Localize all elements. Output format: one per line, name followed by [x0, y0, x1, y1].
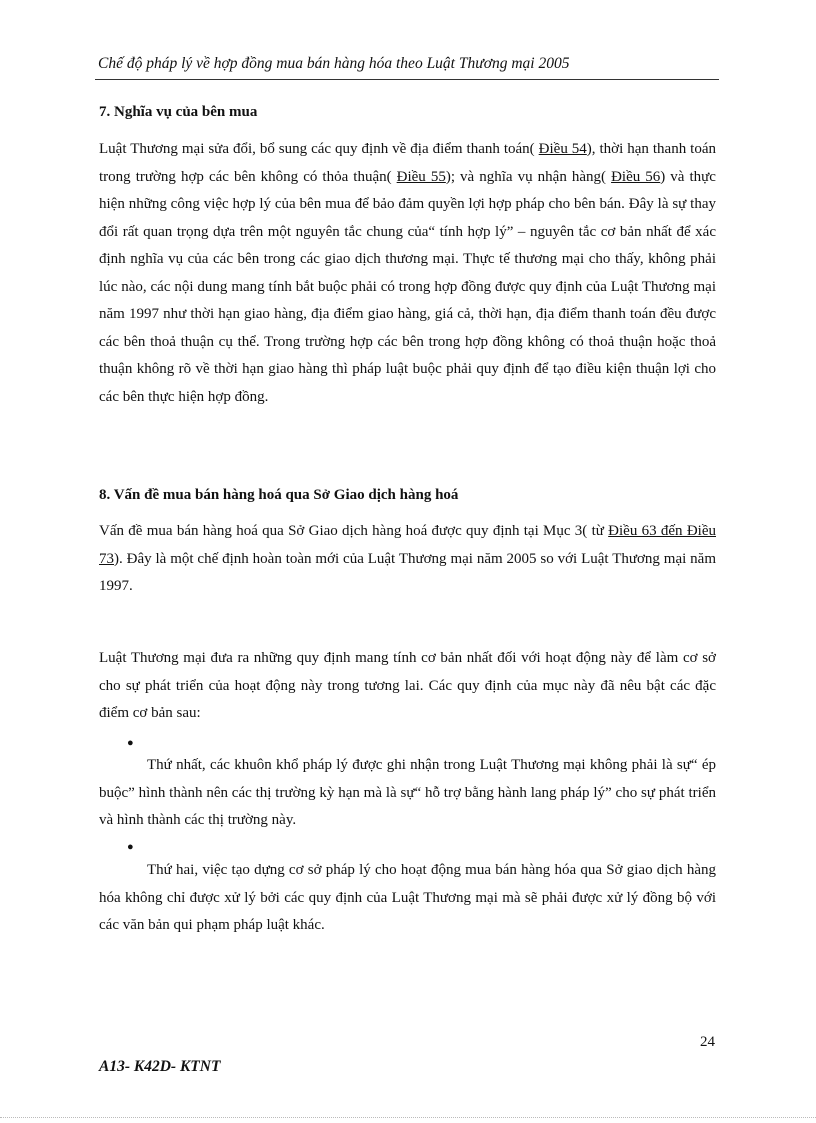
bullet-item-1: Thứ nhất, các khuôn khổ pháp lý được ghi nhận trong Luật Thương mại không phải là sự“ ép buộc” hình thành nên các thị trường kỳ hạn mà là sự“ hỗ trợ bằng hành lang pháp lý” cho sự phát triển và hình thành các thị trường này.	[99, 757, 716, 828]
section-8-heading: 8. Vấn đề mua bán hàng hoá qua Sở Giao dịch hàng hoá	[99, 487, 459, 503]
page-bottom-border	[0, 1117, 816, 1118]
article-55-link[interactable]: Điều 55	[396, 168, 446, 185]
text-run: ); và nghĩa vụ nhận hàng(	[445, 168, 612, 185]
section-8-paragraph-2: Luật Thương mại đưa ra những quy định mang tính cơ bản nhất đối với hoạt động này để làm cơ sở cho sự phát triển của hoạt động này trong tương lai. Các quy định của mục này đã nêu bật các đặc điểm cơ bản sau:	[99, 650, 716, 721]
text-run: ) và thực hiện những công việc hợp lý của bên mua để bảo đảm quyền lợi hợp pháp cho bên bán. Đây là sự thay đổi rất quan trọng dựa trên một nguyên tắc chung của“ tính hợp lý” – nguyên tắc cơ bản nhất để xác định nghĩa vụ của các bên trong các giao dịch thương mại. Thực tế thương mại cho thấy, không phải lúc nào, các nội dung mang tính bắt buộc phải có trong hợp đồng được quy định của Luật Thương mại năm 1997 như thời hạn giao hàng, địa điểm giao hàng, giá cả, thời hạn, địa điểm thanh toán đều được các bên thoả thuận cụ thể. Trong trường hợp các bên trong hợp đồng không có thoả thuận hoặc thoả thuận không rõ về thời hạn giao hàng thì pháp luật buộc phải quy định để tạo điều kiện thuận lợi cho các bên thực hiện hợp đồng.	[99, 168, 716, 405]
article-63-73-link[interactable]: Điều 63 đến Điều 73	[99, 523, 716, 567]
article-54-link[interactable]: Điều 54	[538, 141, 587, 157]
text-run: Vấn đề mua bán hàng hoá qua Sở Giao dịch hàng hoá được quy định tại Mục 3( từ	[99, 523, 609, 539]
text-run: ). Đây là một chế định hoàn toàn mới của Luật Thương mại năm 2005 so với Luật Thương mại năm 1997.	[99, 550, 716, 594]
bullet-dot: ●	[127, 737, 134, 749]
bullet-dot: ●	[127, 841, 134, 853]
footer-class-code: A13- K42D- KTNT	[99, 1058, 221, 1075]
text-run: ), thời hạn thanh toán trong trường hợp các bên không có thỏa thuận(	[99, 141, 717, 185]
article-56-link[interactable]: Điều 56	[611, 168, 661, 185]
bullet-item-2: Thứ hai, việc tạo dựng cơ sở pháp lý cho hoạt động mua bán hàng hóa qua Sở giao dịch hàng hóa không chỉ được xử lý bởi các quy định của Luật Thương mại mà sẽ phải được xử lý đồng bộ với các văn bản qui phạm pháp luật khác.	[99, 862, 716, 933]
header-title: Chế độ pháp lý về hợp đồng mua bán hàng hóa theo Luật Thương mại 2005	[98, 55, 570, 72]
text-run: Luật Thương mại sửa đổi, bổ sung các quy định về địa điểm thanh toán(	[99, 141, 539, 157]
page-number: 24	[700, 1034, 715, 1050]
section-7-paragraph	[99, 136, 716, 411]
section-7-heading: 7. Nghĩa vụ của bên mua	[99, 104, 258, 120]
header-divider	[95, 79, 719, 80]
section-8-paragraph-1	[99, 518, 716, 601]
